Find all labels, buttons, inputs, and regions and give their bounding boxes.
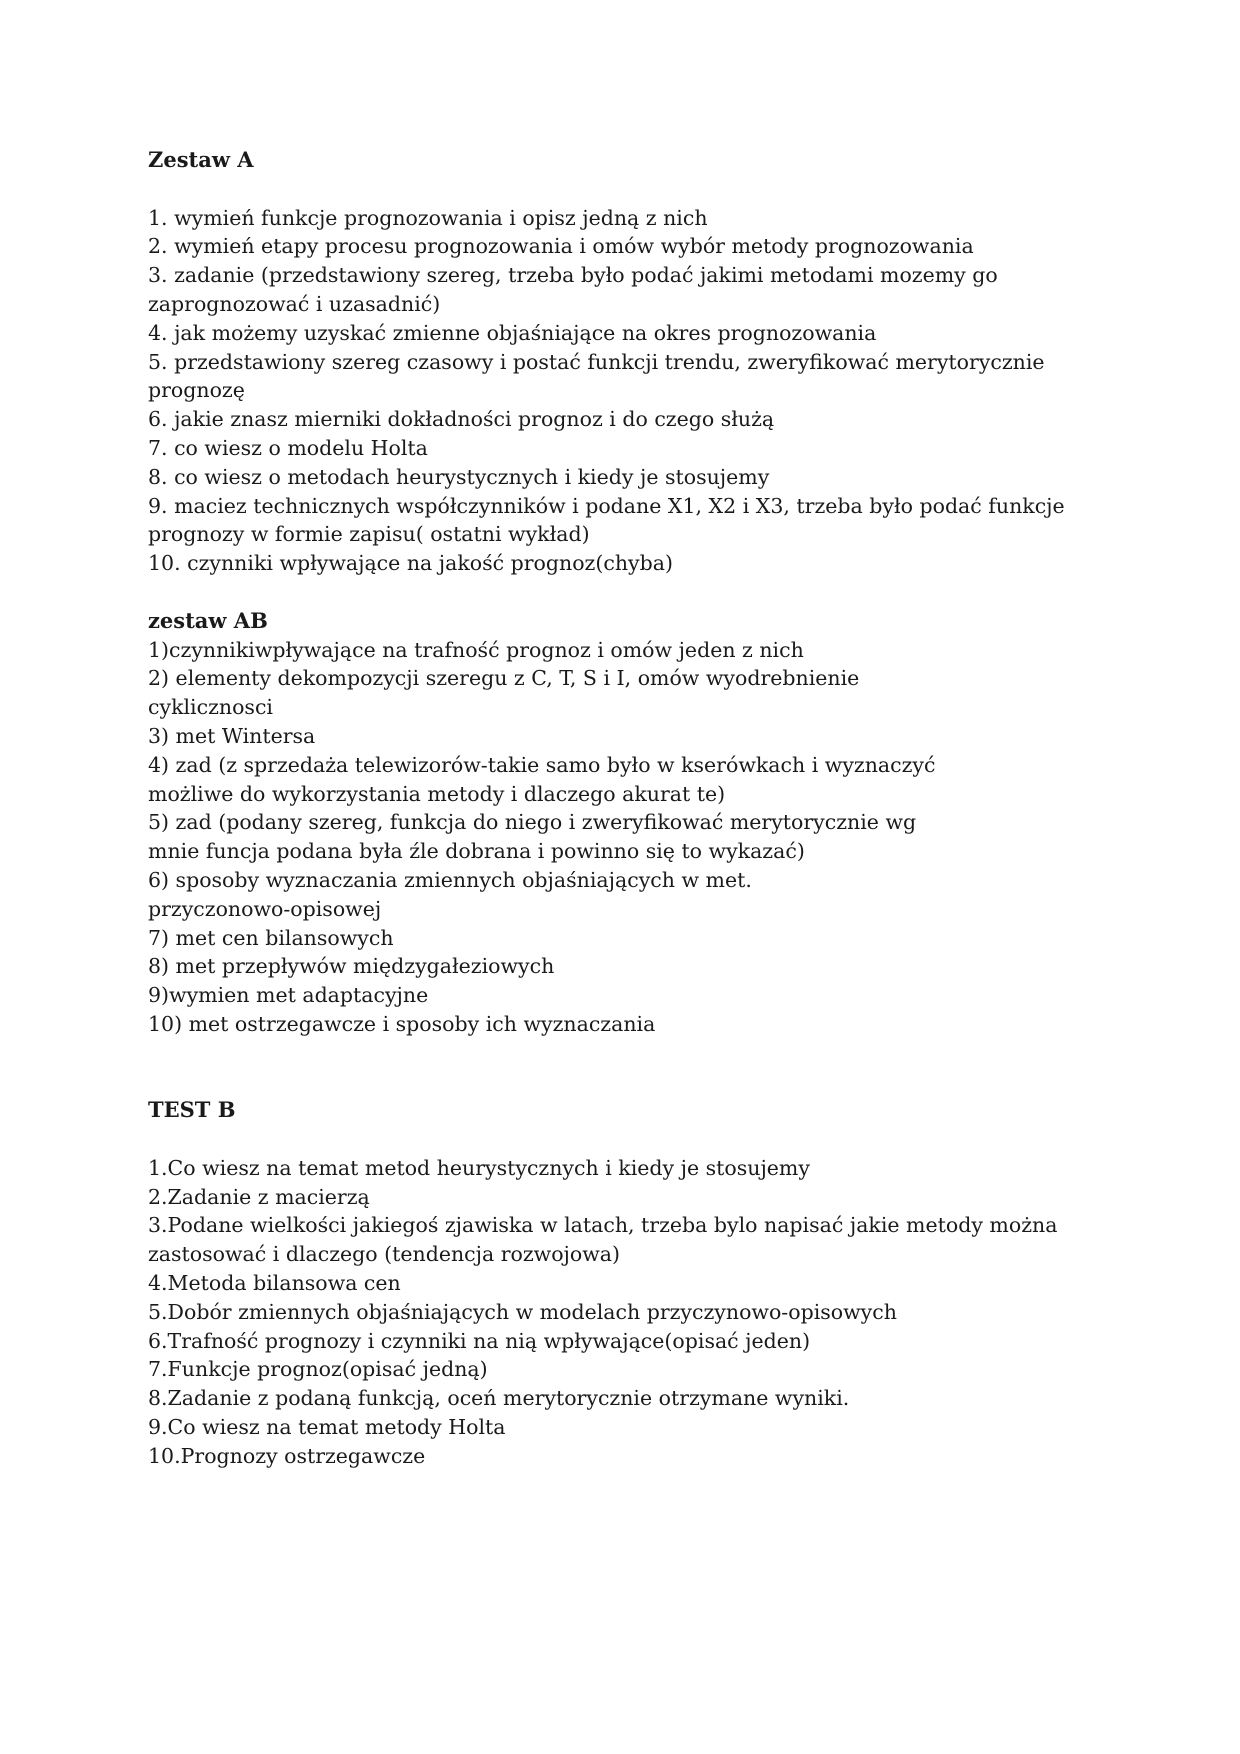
question-line: prognozę [148, 378, 245, 403]
question-line: 8.Zadanie z podaną funkcją, oceń merytorycznie otrzymane wyniki. [148, 1386, 850, 1411]
question-line: 6.Trafność prognozy i czynniki na nią wpływające(opisać jeden) [148, 1328, 811, 1353]
question-line: 3) met Wintersa [148, 723, 316, 748]
section-zestaw-ab [148, 607, 1108, 1039]
question-line: 6. jakie znasz mierniki dokładności prognoz i do czego służą [148, 407, 775, 432]
spacer [148, 1125, 1108, 1154]
section-title: zestaw AB [148, 607, 268, 633]
question-line: 1.Co wiesz na temat metod heurystycznych i kiedy je stosujemy [148, 1155, 810, 1180]
question-line: 5) zad (podany szereg, funkcja do niego i zweryfikować merytorycznie wg [148, 810, 917, 835]
question-line: 5.Dobór zmiennych objaśniających w modelach przyczynowo-opisowych [148, 1299, 897, 1324]
question-line: 8) met przepływów międzygałeziowych [148, 954, 555, 979]
question-line: 3.Podane wielkości jakiegoś zjawiska w latach, trzeba bylo napisać jakie metody można [148, 1213, 1058, 1238]
spacer [148, 175, 1108, 204]
question-line: 3. zadanie (przedstawiony szereg, trzeba było podać jakimi metodami mozemy go [148, 263, 998, 288]
spacer [148, 1068, 1108, 1097]
question-line: 7.Funkcje prognoz(opisać jedną) [148, 1357, 488, 1382]
question-line: 2. wymień etapy procesu prognozowania i omów wybór metody prognozowania [148, 234, 974, 259]
question-line: prognozy w formie zapisu( ostatni wykład) [148, 522, 590, 547]
question-line: 1)czynnikiwpływające na trafność prognoz i omów jeden z nich [148, 637, 804, 662]
question-line: 10) met ostrzegawcze i sposoby ich wyznaczania [148, 1011, 656, 1036]
question-line: 10.Prognozy ostrzegawcze [148, 1443, 426, 1468]
section-test-b [148, 1096, 1108, 1470]
question-line: 2) elementy dekompozycji szeregu z C, T, S i I, omów wyodrebnienie [148, 666, 860, 691]
question-line: 4. jak możemy uzyskać zmienne objaśniające na okres prognozowania [148, 320, 877, 345]
question-line: przyczonowo-opisowej [148, 896, 382, 921]
document-page [148, 146, 1108, 1471]
question-line: 7. co wiesz o modelu Holta [148, 435, 428, 460]
question-line: 9)wymien met adaptacyjne [148, 983, 429, 1008]
question-line: 2.Zadanie z macierzą [148, 1184, 370, 1209]
question-line: 5. przedstawiony szereg czasowy i postać funkcji trendu, zweryfikować merytorycznie [148, 349, 1045, 374]
question-line: możliwe do wykorzystania metody i dlaczego akurat te) [148, 781, 726, 806]
question-line: mnie funcja podana była źle dobrana i powinno się to wykazać) [148, 839, 805, 864]
question-line: 4.Metoda bilansowa cen [148, 1271, 401, 1296]
section-zestaw-a [148, 146, 1108, 578]
question-line: 8. co wiesz o metodach heurystycznych i kiedy je stosujemy [148, 464, 770, 489]
question-line: 9.Co wiesz na temat metody Holta [148, 1415, 506, 1440]
question-line: 4) zad (z sprzedaża telewizorów-takie samo było w kserówkach i wyznaczyć [148, 752, 936, 777]
question-line: 1. wymień funkcje prognozowania i opisz jedną z nich [148, 205, 708, 230]
question-line: 9. maciez technicznych współczynników i podane X1, X2 i X3, trzeba było podać funkcje [148, 493, 1065, 518]
question-line: zaprognozować i uzasadnić) [148, 291, 441, 316]
question-line: 10. czynniki wpływające na jakość prognoz(chyba) [148, 551, 673, 576]
spacer [148, 1039, 1108, 1068]
section-title: Zestaw A [148, 147, 254, 172]
question-line: 7) met cen bilansowych [148, 925, 394, 950]
question-line: 6) sposoby wyznaczania zmiennych objaśniających w met. [148, 867, 752, 892]
question-line: cyklicznosci [148, 695, 273, 720]
section-title: TEST B [148, 1097, 236, 1123]
spacer [148, 578, 1108, 607]
question-line: zastosować i dlaczego (tendencja rozwojowa) [148, 1242, 621, 1267]
